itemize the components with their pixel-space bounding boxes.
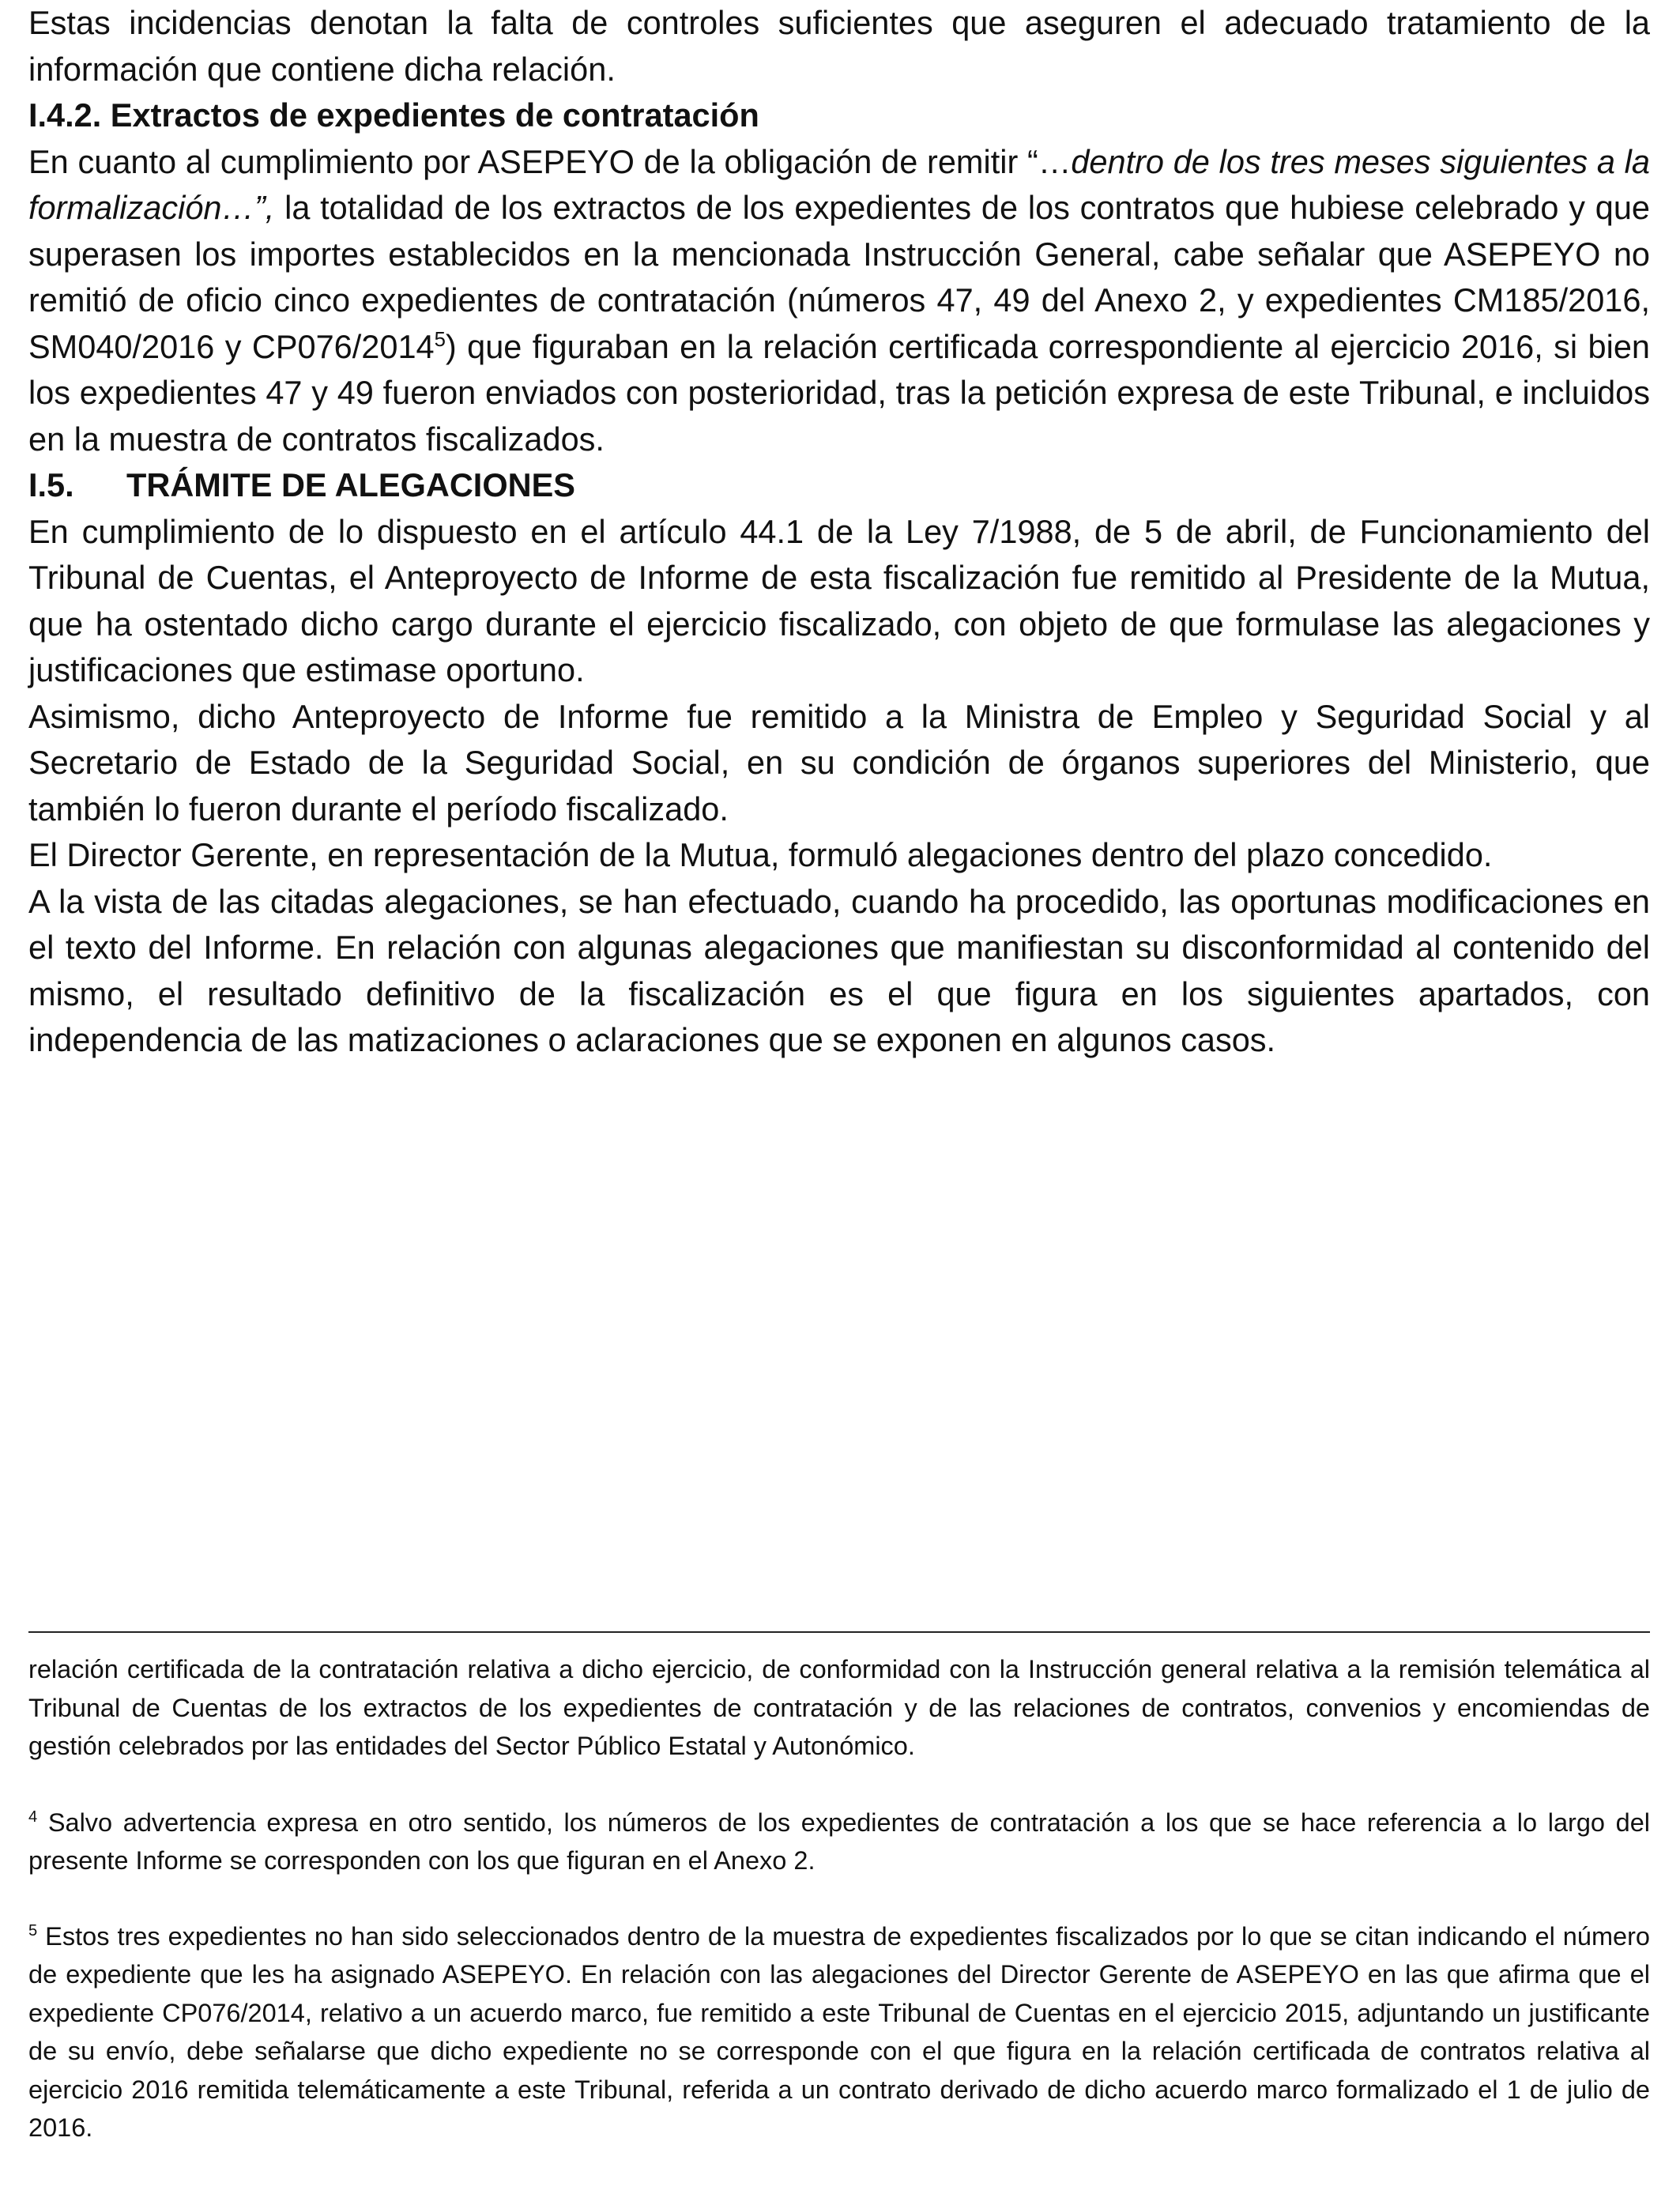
- footnotes: [28, 1650, 1650, 2147]
- footnote-marker-5: 5: [28, 1921, 38, 1940]
- main-text: [28, 0, 1650, 1064]
- footnote-5-text: Estos tres expedientes no han sido seleccionados dentro de la muestra de expedientes fiscalizados por lo que se citan indicando el número de expediente que les ha asignado ASEPEYO. En relación con las alegaciones del Director Gerente de ASEPEYO en las que afirma que el expediente CP076/2014, relativo a un acuerdo marco, fue remitido a este Tribunal de Cuentas en el ejercicio 2015, adjuntando un justificante de su envío, debe señalarse que dicho expediente no se corresponde con el que figura en la relación certificada de contratos relativa al ejercicio 2016 remitida telemáticamente a este Tribunal, referida a un contrato derivado de dicho acuerdo marco formalizado el 1 de julio de 2016.: [28, 1921, 1650, 2142]
- footnote-separator: [28, 1631, 1650, 1633]
- document-page: [28, 0, 1650, 2142]
- extractos-text-start: En cuanto al cumplimiento por ASEPEYO de la obligación de remitir “…: [28, 142, 1072, 180]
- section-heading-tramite: [28, 462, 1650, 509]
- footnote-5: [28, 1917, 1650, 2147]
- tramite-paragraph-1: En cumplimiento de lo dispuesto en el artículo 44.1 de la Ley 7/1988, de 5 de abril, de Funcionamiento del Tribunal de Cuentas, el Anteproyecto de Informe de esta fiscalización fue remitido al Presidente de la Mutua, que ha ostentado dicho cargo durante el ejercicio fiscalizado, con objeto de que formulase las alegaciones y justificaciones que estimase oportuno.: [28, 512, 1650, 688]
- section-title: TRÁMITE DE ALEGACIONES: [126, 466, 575, 503]
- extractos-quote: dentro de los tres meses siguientes a la formalización…”,: [28, 142, 1650, 226]
- footnote-ref-5: 5: [434, 328, 446, 351]
- footnote-4-text: Salvo advertencia expresa en otro sentido, los números de los expedientes de contratación a los que se hace referencia a lo largo del presente Informe se corresponden con los que figuran en el Anexo 2.: [28, 1808, 1650, 1875]
- extractos-text-end: ) que figuraban en la relación certificada correspondiente al ejercicio 2016, si bien los expedientes 47 y 49 fueron enviados con posterioridad, tras la petición expresa de este Tribunal, e incluidos en la muestra de contratos fiscalizados.: [28, 327, 1650, 458]
- tramite-paragraph-2: Asimismo, dicho Anteproyecto de Informe fue remitido a la Ministra de Empleo y Seguridad Social y al Secretario de Estado de la Seguridad Social, en su condición de órganos superiores del Ministerio, que también lo fueron durante el período fiscalizado.: [28, 697, 1650, 827]
- section-heading-extractos: I.4.2. Extractos de expedientes de contratación: [28, 96, 759, 134]
- section-number: I.5.: [28, 466, 74, 503]
- extractos-paragraph: [28, 139, 1650, 463]
- tramite-paragraph-3: El Director Gerente, en representación de la Mutua, formuló alegaciones dentro del plazo concedido.: [28, 836, 1493, 873]
- footnote-marker-4: 4: [28, 1808, 38, 1826]
- footnote-4: [28, 1804, 1650, 1880]
- intro-paragraph: Estas incidencias denotan la falta de controles suficientes que aseguren el adecuado tratamiento de la información que contiene dicha relación.: [28, 4, 1650, 88]
- footnote-continuation: relación certificada de la contratación relativa a dicho ejercicio, de conformidad con la Instrucción general relativa a la remisión telemática al Tribunal de Cuentas de los extractos de los expedientes de contratación y de las relaciones de contratos, convenios y encomiendas de gestión celebrados por las entidades del Sector Público Estatal y Autonómico.: [28, 1655, 1650, 1760]
- tramite-paragraph-4: A la vista de las citadas alegaciones, se han efectuado, cuando ha procedido, las oportunas modificaciones en el texto del Informe. En relación con algunas alegaciones que manifiestan su disconformidad al contenido del mismo, el resultado definitivo de la fiscalización es el que figura en los siguientes apartados, con independencia de las matizaciones o aclaraciones que se exponen en algunos casos.: [28, 882, 1650, 1058]
- extractos-text-middle: la totalidad de los extractos de los expedientes de los contratos que hubiese celebrado y que superasen los importes establecidos en la mencionada Instrucción General, cabe señalar que ASEPEYO no remitió de oficio cinco expedientes de contratación (números 47, 49 del Anexo 2, y expedientes CM185/2016, SM040/2016 y CP076/2014: [28, 189, 1650, 365]
